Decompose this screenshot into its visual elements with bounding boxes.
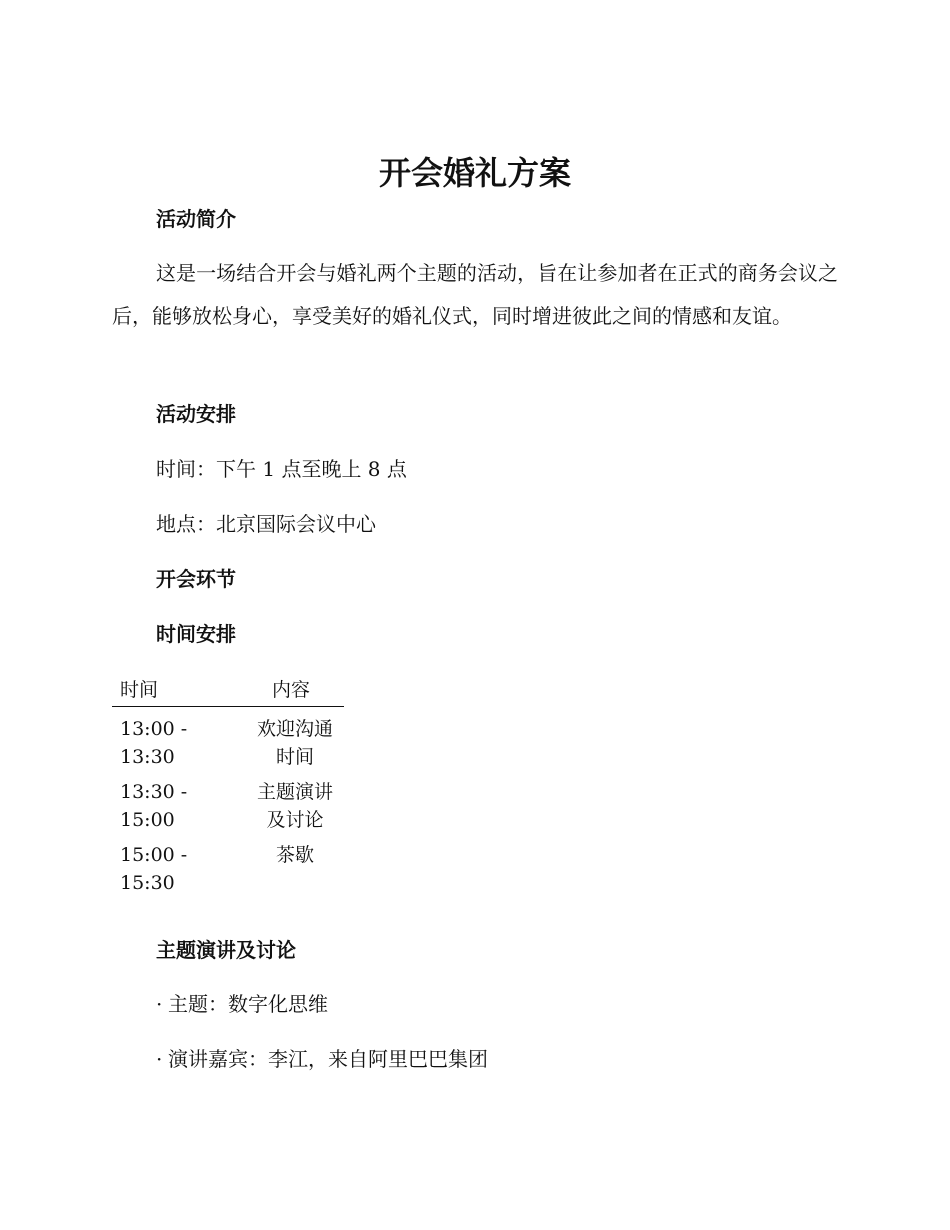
table-row <box>112 774 344 837</box>
time-line: 时间：下午 1 点至晚上 8 点 <box>156 457 407 481</box>
table-row <box>112 707 344 775</box>
schedule-heading: 时间安排 <box>156 622 236 646</box>
meeting-heading: 开会环节 <box>156 567 236 591</box>
bullet-text: 演讲嘉宾：李江，来自阿里巴巴集团 <box>168 1047 488 1071</box>
arrangement-heading: 活动安排 <box>156 402 236 426</box>
table-cell-content: 欢迎沟通时间 <box>256 718 333 768</box>
table-cell-content: 茶歇 <box>275 844 314 866</box>
table-row <box>112 837 344 900</box>
location-line: 地点：北京国际会议中心 <box>156 512 376 536</box>
table-cell-time: 13:00 - 13:30 <box>120 718 188 768</box>
table-header-content: 内容 <box>238 674 344 707</box>
table-cell-content: 主题演讲及讨论 <box>256 781 333 831</box>
speech-heading: 主题演讲及讨论 <box>156 938 296 962</box>
schedule-table <box>112 674 344 900</box>
table-cell-time: 15:00 - 15:30 <box>120 844 188 894</box>
table-header-time: 时间 <box>112 674 238 707</box>
bullet-dot-icon: · <box>156 1047 163 1071</box>
intro-heading: 活动简介 <box>156 207 236 231</box>
bullet-item-topic <box>156 990 328 1018</box>
bullet-item-speaker <box>156 1045 488 1073</box>
table-cell-time: 13:30 - 15:00 <box>120 781 188 831</box>
bullet-text: 主题：数字化思维 <box>168 992 328 1016</box>
bullet-dot-icon: · <box>156 992 163 1016</box>
intro-paragraph: 这是一场结合开会与婚礼两个主题的活动，旨在让参加者在正式的商务会议之后，能够放松身心，享受美好的婚礼仪式，同时增进彼此之间的情感和友谊。 <box>112 261 838 328</box>
table-header-row <box>112 674 344 707</box>
document-title: 开会婚礼方案 <box>378 154 571 192</box>
